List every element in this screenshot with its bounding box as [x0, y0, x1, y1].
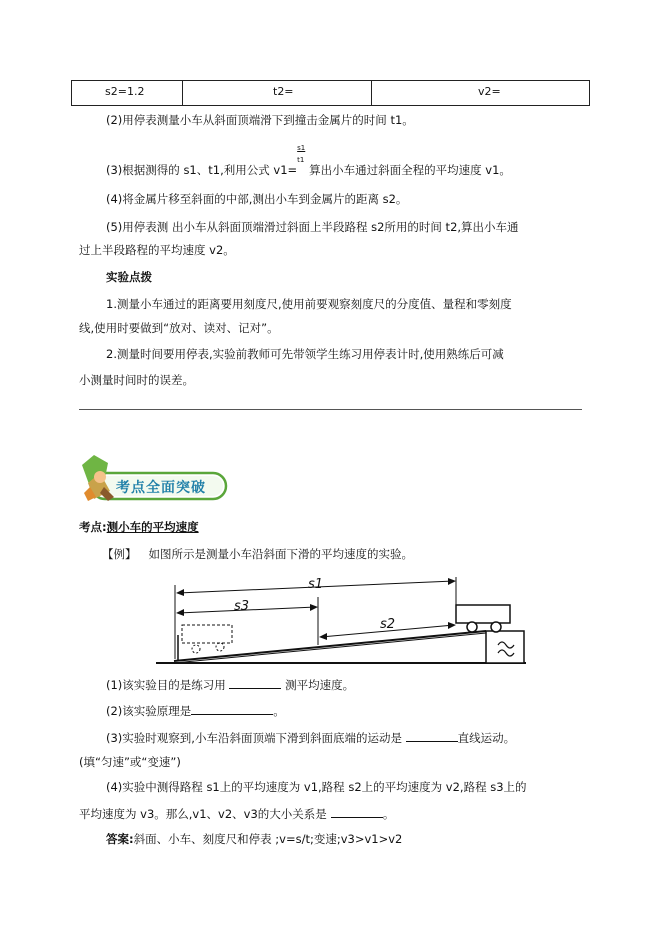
- badge-label: 考点全面突破: [116, 480, 206, 496]
- step-3: [106, 144, 511, 178]
- step-5-line-1: (5)用停表测 出小车从斜面顶端滑过斜面上半段路程 s2所用的时间 t2,算出小车通: [106, 220, 519, 234]
- tip-2-line-2: 小测量时间时的误差。: [79, 373, 194, 387]
- q4-post: 。: [382, 807, 395, 821]
- tip-2-line-1: 2.测量时间要用停表,实验前教师可先带领学生练习用停表计时,使用熟练后可减: [106, 347, 504, 361]
- tip-1-line-2: 线,使用时要做到“放对、读对、记对”。: [79, 321, 279, 335]
- step-3-pre: (3)根据测得的 s1、t1,利用公式 v1=: [106, 163, 298, 177]
- q1-blank: [229, 676, 281, 689]
- incline-figure: [156, 575, 526, 670]
- question-2: [106, 702, 285, 719]
- q3-pre: (3)实验时观察到,小车沿斜面顶端下滑到斜面底端的运动是: [106, 731, 402, 745]
- example-intro: [102, 546, 413, 562]
- exam-point-label: 考点:: [79, 520, 107, 534]
- question-4-line-1: (4)实验中测得路程 s1上的平均速度为 v1,路程 s2上的平均速度为 v2,路程 s3上的: [106, 780, 527, 794]
- fraction-denominator: t1: [297, 156, 305, 164]
- step-3-post: 算出小车通过斜面全程的平均速度 v1。: [309, 163, 511, 177]
- answer: [106, 831, 402, 847]
- label-s2: s2: [380, 617, 396, 632]
- answer-label: 答案:: [106, 832, 134, 846]
- cell-s2: s2=1.2: [105, 85, 145, 98]
- answer-text: 斜面、小车、刻度尺和停表 ;v=s/t;变速;v3>v1>v2: [133, 832, 403, 846]
- question-3: [106, 729, 515, 746]
- fraction-numerator: s1: [297, 144, 306, 152]
- q1-post: 测平均速度。: [285, 678, 355, 692]
- exam-point-title: 测小车的平均速度: [106, 520, 199, 534]
- table-divider-2: [371, 81, 372, 105]
- step-2: (2)用停表测量小车从斜面顶端滑下到撞击金属片的时间 t1。: [106, 113, 414, 127]
- example-tag: 【例】: [102, 547, 137, 561]
- incline-diagram: [156, 575, 526, 670]
- velocity-fraction: [297, 144, 309, 174]
- step-5-line-2: 过上半段路程的平均速度 v2。: [79, 243, 235, 257]
- cell-t2: t2=: [273, 85, 294, 98]
- q2-post: 。: [273, 704, 285, 718]
- q4-blank: [331, 805, 383, 818]
- q3-post: 直线运动。: [457, 731, 516, 745]
- table-border-right: [589, 81, 590, 105]
- q3-blank: [406, 729, 458, 742]
- q1-pre: (1)该实验目的是练习用: [106, 678, 226, 692]
- data-table-row: [71, 80, 590, 106]
- step-4: (4)将金属片移至斜面的中部,测出小车到金属片的距离 s2。: [106, 192, 408, 206]
- cell-v2: v2=: [478, 85, 501, 98]
- question-1: [106, 676, 354, 693]
- exam-point: [79, 519, 199, 535]
- q4-pre: 平均速度为 v3。那么,v1、v2、v3的大小关系是: [79, 807, 327, 821]
- tip-1-line-1: 1.测量小车通过的距离要用刻度尺,使用前要观察刻度尺的分度值、量程和零刻度: [106, 297, 512, 311]
- question-4-line-2: [79, 805, 394, 822]
- section-divider: [79, 409, 582, 410]
- question-3-hint: (填“匀速”或“变速”): [79, 755, 181, 769]
- q2-pre: (2)该实验原理是: [106, 704, 192, 718]
- table-border-left: [71, 81, 72, 105]
- example-text: 如图所示是测量小车沿斜面下滑的平均速度的实验。: [148, 547, 413, 561]
- tips-heading: 实验点拨: [106, 270, 152, 284]
- table-divider-1: [182, 81, 183, 105]
- label-s1: s1: [308, 577, 324, 592]
- section-badge: [80, 453, 230, 505]
- label-s3: s3: [234, 599, 250, 614]
- q2-blank: [191, 702, 273, 715]
